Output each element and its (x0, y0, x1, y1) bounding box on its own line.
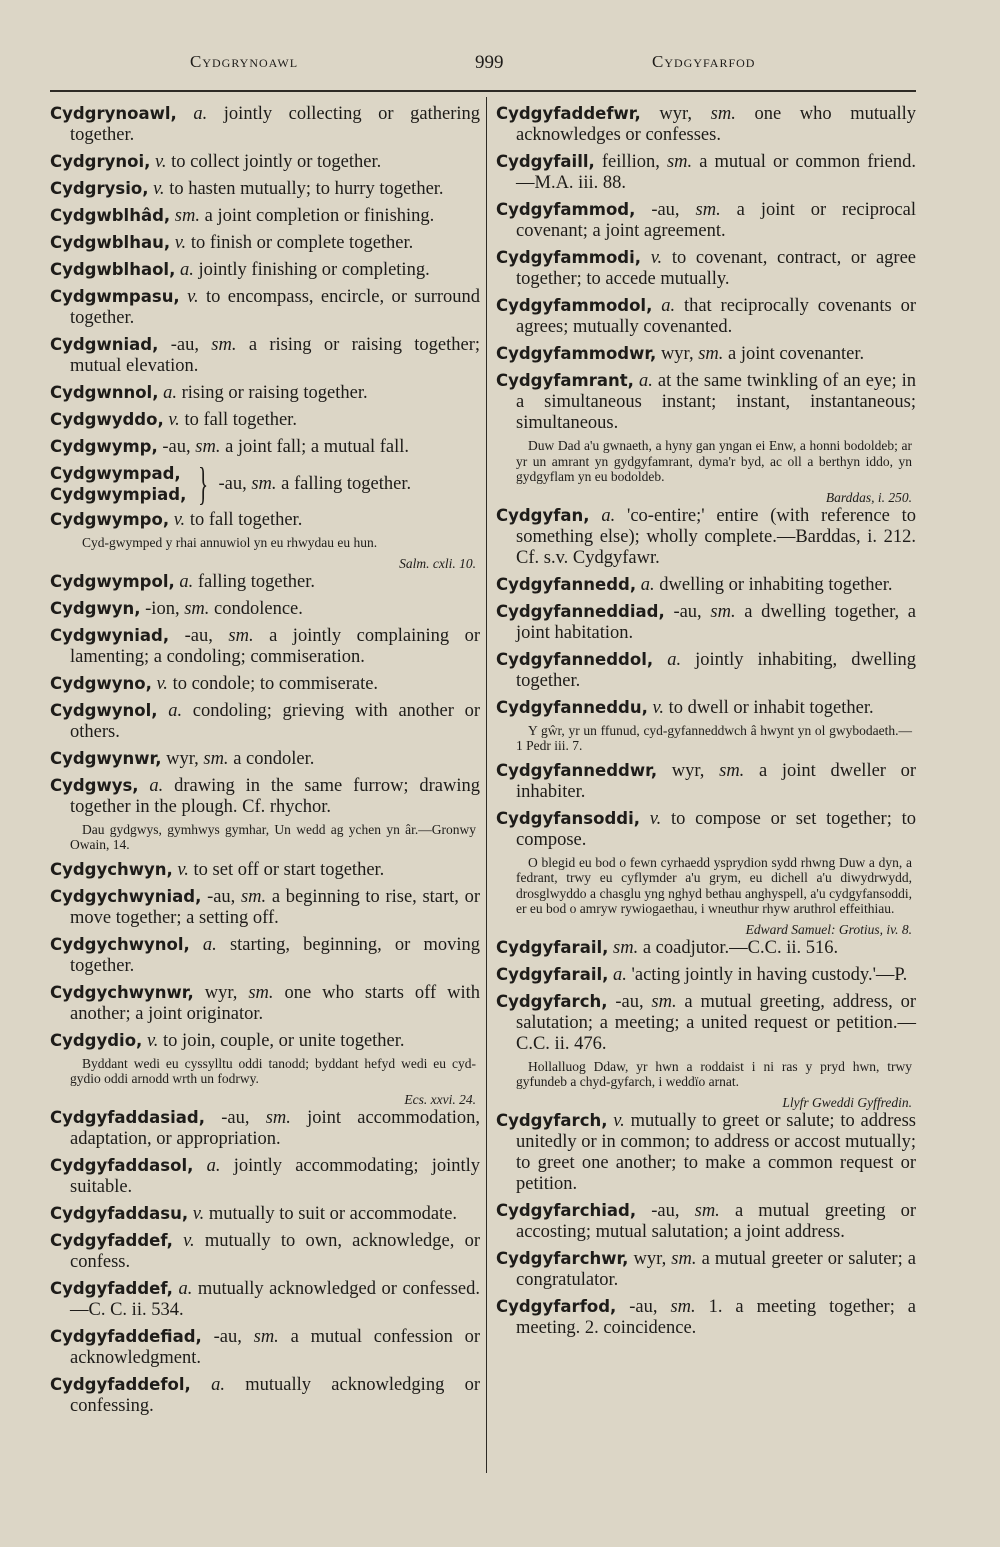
definition: mutually acknowledged or confessed.—C. C. ii. 534. (70, 1278, 481, 1320)
entry-brace-group (50, 458, 480, 509)
headword: Cydgyfammod, (496, 200, 636, 219)
part-of-speech: sm. (694, 1200, 720, 1221)
page-number: 999 (475, 52, 504, 73)
example-quotation: Cyd-gwymped y rhai annuwiol yn eu rhwydau eu hun. (82, 535, 378, 550)
part-of-speech: a. (179, 571, 194, 592)
dictionary-entry (50, 1155, 480, 1198)
definition: a joint completion or finishing. (204, 206, 435, 226)
part-of-speech: sm. (184, 598, 210, 619)
definition: condoling; grieving with another or others. (70, 700, 481, 742)
headword: Cydgyfarfod, (496, 1296, 617, 1316)
dictionary-entry (496, 247, 916, 290)
part-of-speech: sm. (710, 601, 736, 622)
definition: to fall together. (189, 510, 303, 530)
dictionary-entry (50, 1203, 480, 1225)
example-quotation: Hollalluog Ddaw, yr hwn a roddaist i ni ras y pryd hwn, trwy gyfundeb a chyd-gyfarch, i weddïo arnat. (516, 1058, 912, 1089)
brace-definition (218, 474, 411, 495)
definition: a rising or raising together; mutual elevation. (70, 335, 481, 376)
part-of-speech: sm. (666, 152, 693, 172)
headword: Cydgyfanneddiad, (496, 601, 665, 621)
dictionary-entry (496, 103, 916, 146)
definition: rising or raising together. (181, 383, 368, 403)
headword: Cydgwyddo, (50, 410, 164, 429)
dictionary-entry (496, 1200, 916, 1243)
part-of-speech: sm. (695, 200, 721, 220)
definition: mutually to own, acknowledge, or confess. (70, 1230, 481, 1272)
part-of-speech: v. (177, 859, 189, 880)
part-of-speech: sm. (203, 748, 229, 769)
dictionary-entry (496, 808, 916, 851)
headword: Cydgwympiad, (50, 485, 187, 504)
dictionary-entry (496, 370, 916, 434)
headword: Cydgwys, (50, 775, 139, 795)
part-of-speech: sm. (671, 1248, 697, 1269)
dictionary-entry (50, 409, 480, 431)
part-of-speech: v. (650, 248, 663, 268)
dictionary-entry (496, 1110, 916, 1195)
definition: jointly accommodating; jointly suitable. (70, 1155, 480, 1197)
headword: Cydgydio, (50, 1030, 143, 1050)
brace-headwords (50, 463, 186, 505)
definition: 'acting jointly in having custody.'—P. (631, 964, 908, 985)
dictionary-entry (50, 286, 480, 329)
definition: a mutual greeting or accosting; mutual salutation; a joint address. (516, 1200, 916, 1242)
headword: Cydgyfarchwr, (496, 1248, 629, 1268)
part-of-speech: a. (661, 296, 676, 316)
definition: mutually to greet or salute; to address unitedly or in common; to address or accost mutually; to greet one another; to make a common request or petition. (516, 1110, 917, 1194)
definition: jointly collecting or gathering together. (70, 104, 481, 145)
headword: Cydgwyno, (50, 673, 152, 693)
part-of-speech: sm. (265, 1107, 291, 1128)
headword: Cydgyfarch, (496, 1110, 608, 1130)
headword: Cydgwmpasu, (50, 287, 180, 306)
definition: to compose or set together; to compose. (516, 808, 916, 850)
headword: Cydgwblhaol, (50, 260, 176, 279)
dictionary-entry (50, 436, 480, 458)
example-quotation: Duw Dad a'u gwnaeth, a hyny gan yngan ei Enw, a honni bodoldeb; ar yr un amrant yn gydgyfamrant, dyma'r byd, ac oll a berthyn iddo, yn gydgyflam yn eu bodoldeb. (516, 438, 912, 484)
definition: a mutual or common friend.—M.A. iii. 88. (516, 152, 917, 193)
headword: Cydgyfaill, (496, 152, 595, 171)
headword: Cydgyfarail, (496, 964, 609, 984)
headword: Cydgwympo, (50, 510, 170, 529)
part-of-speech: a. (149, 775, 164, 796)
plural-form: feillion, (601, 152, 660, 172)
dictionary-entry (50, 886, 480, 929)
example-quotation: Byddant wedi eu cyssylltu oddi tanodd; byddant hefyd wedi eu cyd-gydio oddi arnodd wrth un fodrwy. (70, 1055, 476, 1086)
definition: mutually to suit or accommodate. (208, 1203, 458, 1224)
definition: joint accommodation, adaptation, or appropriation. (70, 1107, 481, 1149)
part-of-speech: sm. (719, 760, 745, 781)
headword: Cydgrynoawl, (50, 104, 177, 123)
plural-form: -au, (213, 1326, 242, 1347)
plural-form: wyr, (671, 760, 705, 781)
definition: a dwelling together, a joint habitation. (516, 601, 917, 643)
headword: Cydgwynwr, (50, 748, 162, 768)
dictionary-entry (50, 205, 480, 227)
right-column (496, 103, 916, 1344)
dictionary-entry (50, 1326, 480, 1369)
definition: to encompass, encircle, or surround together. (70, 287, 481, 328)
dictionary-entry (50, 700, 480, 743)
definition: to finish or complete together. (190, 233, 414, 253)
headword: Cydgychwynwr, (50, 982, 194, 1002)
headword: Cydgyfammodol, (496, 296, 653, 315)
dictionary-entry (496, 991, 916, 1055)
plural-form: -au, (218, 473, 247, 494)
dictionary-entry (50, 509, 480, 531)
part-of-speech: a. (178, 1278, 193, 1299)
definition: that reciprocally covenants or agrees; mutually covenanted. (516, 296, 916, 337)
dictionary-entry (50, 334, 480, 377)
definition: jointly inhabiting, dwelling together. (516, 649, 917, 691)
part-of-speech: v. (187, 287, 199, 307)
definition: a joint covenanter. (728, 344, 865, 364)
definition: one who starts off with another; a joint originator. (70, 982, 481, 1024)
dictionary-entry (50, 625, 480, 668)
quotation-citation: Salm. cxli. 10. (399, 555, 476, 571)
headword: Cydgyfannedd, (496, 574, 637, 594)
part-of-speech: a. (193, 104, 208, 124)
dictionary-entry (50, 775, 480, 818)
part-of-speech: a. (640, 574, 655, 595)
dictionary-entry (50, 1374, 480, 1417)
definition: to dwell or inhabit together. (668, 697, 874, 718)
part-of-speech: v. (649, 808, 662, 829)
headword: Cydgwblhâd, (50, 206, 171, 225)
plural-form: -au, (170, 335, 199, 355)
headword: Cydgyfaddasol, (50, 1155, 194, 1175)
headword: Cydgyfaddef, (50, 1230, 173, 1250)
definition: a joint dweller or inhabiter. (516, 760, 917, 802)
headword: Cydgyfanneddwr, (496, 760, 658, 780)
part-of-speech: v. (192, 1203, 205, 1224)
part-of-speech: sm. (651, 991, 677, 1012)
part-of-speech: sm. (195, 437, 221, 457)
plural-form: wyr, (660, 344, 694, 364)
definition: 'co-entire;' entire (with reference to something else); wholly complete.—Barddas, i. 212. Cf. s.v. Cydgyfawr. (516, 505, 917, 568)
definition: to covenant, contract, or agree together; to accede mutually. (516, 248, 917, 289)
dictionary-entry (50, 859, 480, 881)
dictionary-entry (50, 982, 480, 1025)
left-entries-top (50, 103, 480, 458)
headword: Cydgyfan, (496, 505, 590, 525)
definition: a jointly complaining or lamenting; a condoling; commiseration. (70, 625, 481, 667)
headword: Cydgyfarchiad, (496, 1200, 637, 1220)
header-last-word: Cydgyfarfod (652, 52, 756, 71)
definition: a mutual greeting, address, or salutation; a meeting; a united request or petition.—C.C. ii. 476. (516, 991, 917, 1054)
part-of-speech: a. (179, 260, 194, 280)
part-of-speech: sm. (240, 886, 267, 907)
headword: Cydgwniad, (50, 335, 159, 354)
part-of-speech: v. (174, 233, 187, 253)
plural-form: -au, (615, 991, 644, 1012)
dictionary-entry (50, 259, 480, 281)
plural-form: wyr, (659, 104, 693, 124)
headword: Cydgychwyniad, (50, 886, 202, 906)
plural-form: -au, (651, 1200, 680, 1221)
headword: Cydgwymp, (50, 437, 158, 456)
dictionary-entry (50, 382, 480, 404)
dictionary-entry (496, 697, 916, 719)
headword: Cydgyfammodi, (496, 248, 642, 267)
part-of-speech: v. (155, 152, 167, 172)
dictionary-entry (50, 571, 480, 593)
plural-form: -au, (673, 601, 702, 622)
part-of-speech: sm. (228, 625, 254, 646)
part-of-speech: a. (211, 1374, 225, 1395)
dictionary-entry (50, 151, 480, 173)
dictionary-entry (496, 505, 916, 569)
dictionary-entry (50, 1278, 480, 1321)
quotation-citation: Edward Samuel: Grotius, iv. 8. (745, 921, 912, 937)
headword: Cydgyfanneddol, (496, 649, 654, 669)
definition: a mutual confession or acknowledgment. (70, 1326, 481, 1368)
dictionary-entry (496, 649, 916, 692)
quotation-citation: Barddas, i. 250. (825, 489, 912, 505)
headword: Cydgrysio, (50, 179, 149, 198)
dictionary-entry (496, 601, 916, 644)
definition: condolence. (214, 598, 303, 619)
headword: Cydgyfammodwr, (496, 344, 657, 363)
part-of-speech: sm. (248, 982, 274, 1003)
dictionary-entry (50, 673, 480, 695)
definition: falling together. (197, 571, 316, 592)
part-of-speech: sm. (211, 335, 237, 355)
part-of-speech: a. (613, 964, 627, 985)
part-of-speech: a. (601, 505, 616, 526)
dictionary-entry (496, 937, 916, 959)
definition: 1. a meeting together; a meeting. 2. coincidence. (516, 1296, 917, 1338)
part-of-speech: sm. (710, 104, 736, 124)
definition: a joint fall; a mutual fall. (225, 437, 409, 457)
dictionary-entry (496, 1248, 916, 1291)
definition: jointly finishing or completing. (198, 260, 430, 280)
definition: a beginning to rise, start, or move together; a setting off. (70, 886, 480, 928)
column-divider (486, 97, 487, 1473)
headword: Cydgyfaddefol, (50, 1374, 191, 1394)
running-header (60, 52, 918, 82)
dictionary-entry (50, 934, 480, 977)
dictionary-entry (50, 1230, 480, 1273)
part-of-speech: v. (183, 1230, 195, 1251)
headword: Cydgwynol, (50, 700, 158, 720)
part-of-speech: v. (168, 410, 180, 430)
example-quotation: O blegid eu bod o fewn cyrhaedd ysprydion sydd rhwng Duw a dyn, a fedrant, trwy eu cyflymder a'u grym, eu dichell a'u diwydrwydd, drosglwyddo a chasglu yng nghyd bethau anghyspell, a'u cydgyfansoddi, er eu bod o amryw rywiogaethau, i wneuthur rhyw aruthrol effeithiau. (516, 854, 912, 916)
dictionary-entry (50, 178, 480, 200)
part-of-speech: sm. (670, 1296, 696, 1317)
dictionary-entry (50, 232, 480, 254)
headword: Cydgwnnol, (50, 383, 159, 402)
part-of-speech: sm. (613, 937, 639, 958)
definition: drawing in the same furrow; drawing together in the plough. Cf. rhychor. (70, 775, 481, 817)
plural-form: -ion, (145, 598, 180, 619)
quotation-citation: Llyfr Gweddi Gyffredin. (782, 1094, 912, 1110)
example-quotation: Y gŵr, yr un ffunud, cyd-gyfanneddwch â hwynt yn ol gwybodaeth.—1 Pedr iii. 7. (516, 722, 912, 753)
dictionary-entry (50, 1107, 480, 1150)
dictionary-entry (496, 199, 916, 242)
part-of-speech: sm. (174, 206, 200, 226)
part-of-speech: a. (206, 1155, 221, 1176)
headword: Cydgyfansoddi, (496, 808, 641, 828)
headword: Cydgyfarch, (496, 991, 608, 1011)
headword: Cydgwyn, (50, 598, 141, 618)
part-of-speech: a. (163, 383, 177, 403)
plural-form: wyr, (633, 1248, 667, 1269)
headword: Cydgyfaddef, (50, 1278, 173, 1298)
part-of-speech: a. (202, 934, 217, 955)
definition: to set off or start together. (193, 859, 385, 880)
left-column (50, 103, 480, 1422)
plural-form: -au, (629, 1296, 658, 1317)
part-of-speech: v. (652, 697, 664, 718)
headword: Cydgrynoi, (50, 152, 151, 171)
part-of-speech: v. (613, 1110, 625, 1131)
part-of-speech: v. (146, 1030, 159, 1051)
definition: starting, beginning, or moving together. (70, 934, 481, 976)
part-of-speech: sm. (251, 473, 277, 494)
headword: Cydgyfaddefiad, (50, 1326, 202, 1346)
headword: Cydgyfarail, (496, 937, 609, 957)
dictionary-entry (496, 295, 916, 338)
right-entries (496, 103, 916, 1339)
plural-form: -au, (651, 200, 680, 220)
part-of-speech: sm. (698, 344, 724, 364)
brace-icon: } (198, 458, 209, 509)
headword: Cydgyfaddasu, (50, 1203, 189, 1223)
dictionary-entry (50, 598, 480, 620)
dictionary-entry (496, 1296, 916, 1339)
dictionary-entry (50, 103, 480, 146)
example-quotation: Dau gydgwys, gymhwys gymhar, Un wedd ag ychen yn âr.—Gronwy Owain, 14. (70, 821, 476, 852)
header-first-word: Cydgrynoawl (190, 52, 299, 71)
headword: Cydgwyniad, (50, 625, 170, 645)
dictionary-entry (496, 151, 916, 194)
definition: to join, couple, or unite together. (163, 1030, 405, 1051)
headword: Cydgychwynol, (50, 934, 190, 954)
definition: one who mutually acknowledges or confesses. (516, 104, 917, 145)
plural-form: -au, (221, 1107, 250, 1128)
definition: at the same twinkling of an eye; in a simultaneous instant; instant, instantaneous; simultaneous. (516, 371, 916, 433)
plural-form: wyr, (204, 982, 238, 1003)
part-of-speech: a. (638, 371, 653, 391)
dictionary-entry (50, 748, 480, 770)
definition: to collect jointly or together. (171, 152, 382, 172)
definition: dwelling or inhabiting together. (659, 574, 893, 595)
plural-form: wyr, (166, 748, 199, 769)
dictionary-entry (496, 760, 916, 803)
dictionary-entry (50, 1030, 480, 1052)
definition: to fall together. (184, 410, 297, 430)
header-rule (50, 90, 916, 92)
dictionary-entry (496, 343, 916, 365)
definition: a coadjutor.—C.C. ii. 516. (642, 937, 839, 958)
headword: Cydgyfanneddu, (496, 697, 648, 717)
definition: a condoler. (233, 748, 315, 769)
headword: Cydgwympad, (50, 464, 181, 483)
dictionary-entry (496, 574, 916, 596)
definition: to condole; to commiserate. (172, 673, 379, 694)
plural-form: -au, (162, 437, 191, 457)
part-of-speech: a. (168, 700, 183, 721)
definition: mutually acknowledging or confessing. (70, 1374, 481, 1416)
part-of-speech: sm. (253, 1326, 279, 1347)
part-of-speech: v. (173, 510, 186, 530)
plural-form: -au, (184, 625, 213, 646)
plural-form: -au, (207, 886, 236, 907)
definition: a falling together. (281, 473, 412, 494)
quotation-citation: Ecs. xxvi. 24. (404, 1091, 476, 1107)
headword: Cydgyfaddasiad, (50, 1107, 206, 1127)
left-entries-bottom (50, 509, 480, 1417)
headword: Cydgyfamrant, (496, 371, 634, 390)
definition: a mutual greeter or saluter; a congratulator. (516, 1248, 917, 1290)
headword: Cydgychwyn, (50, 859, 173, 879)
definition: to hasten mutually; to hurry together. (169, 179, 444, 199)
headword: Cydgwblhau, (50, 233, 171, 252)
definition: a joint or reciprocal covenant; a joint agreement. (516, 200, 916, 241)
part-of-speech: a. (667, 649, 682, 670)
part-of-speech: v. (153, 179, 165, 199)
headword: Cydgyfaddefwr, (496, 104, 641, 123)
headword: Cydgwympol, (50, 571, 175, 591)
part-of-speech: v. (156, 673, 168, 694)
dictionary-entry (496, 964, 916, 986)
